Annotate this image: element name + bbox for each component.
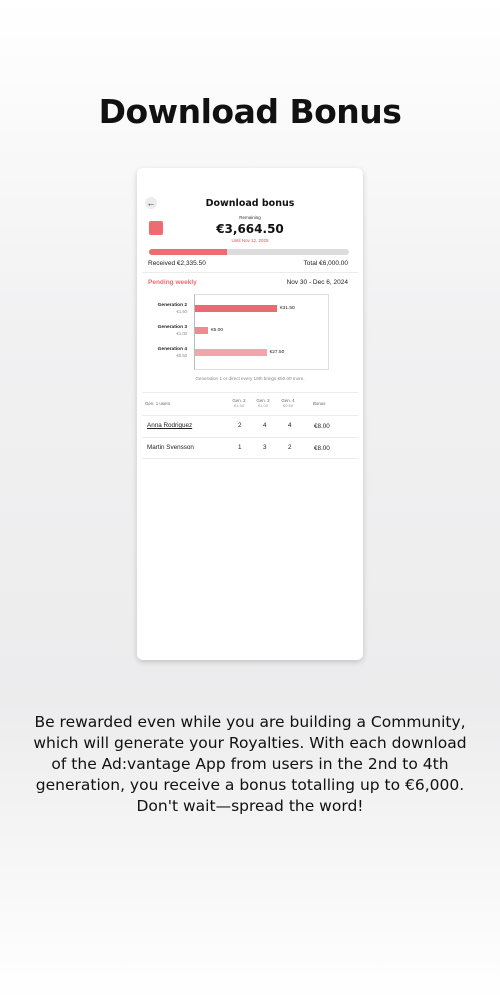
promo-caption: Be rewarded even while you are building a Community, which will generate your Royalties. With each download of the Ad:vantage App from users in the 2nd to 4th generation, you receive a bonus totalling up to €6,000. Don't wait—spread the word! xyxy=(33,713,467,815)
generation-4-label: Generation 4 €0.50 xyxy=(157,347,187,358)
divider xyxy=(142,437,358,438)
users-column-header: Gen. 1 users xyxy=(145,401,171,406)
bonus-footnote: Generation 1 or direct every 19th brings €50.00 more. xyxy=(195,376,305,381)
received-amount: Received €2,335.50 xyxy=(148,260,206,267)
headline: Download Bonus xyxy=(98,92,402,131)
row-gen3-count: 4 xyxy=(263,422,267,429)
user-name-link[interactable]: Martin Svensson xyxy=(147,444,194,451)
row-gen4-count: 4 xyxy=(288,422,292,429)
user-name-link[interactable]: Anna Rodriguez xyxy=(147,422,193,429)
progress-fill xyxy=(149,249,227,255)
bonus-column-header: Bonus xyxy=(313,401,326,406)
generation-4-bar xyxy=(195,349,267,356)
gen4-column-header: Gen. 4 €0.50 xyxy=(281,398,295,408)
remaining-label: Remaining xyxy=(239,215,261,220)
date-range[interactable]: Nov 30 - Dec 6, 2024 xyxy=(286,279,348,286)
app-screen xyxy=(137,168,363,660)
divider xyxy=(142,458,358,459)
generation-3-value: €5.00 xyxy=(211,328,224,333)
generation-3-bar xyxy=(195,327,208,334)
until-date: Until Nov 12, 2025 xyxy=(231,238,269,243)
row-gen2-count: 1 xyxy=(238,444,242,451)
generation-2-bar xyxy=(195,305,277,312)
total-amount: Total €6,000.00 xyxy=(303,260,348,267)
divider xyxy=(142,415,358,416)
row-gen2-count: 2 xyxy=(238,422,242,429)
pending-weekly-label: Pending weekly xyxy=(148,279,197,286)
screen-title: Download bonus xyxy=(205,198,295,209)
generation-2-label: Generation 2 €1.50 xyxy=(157,303,187,314)
row-gen3-count: 3 xyxy=(263,444,267,451)
bonus-progress-bar xyxy=(149,249,349,255)
gen3-column-header: Gen. 3 €1.00 xyxy=(256,398,270,408)
generation-3-label: Generation 3 €1.00 xyxy=(157,325,187,336)
back-arrow-icon[interactable]: ← xyxy=(146,198,156,208)
divider xyxy=(142,272,358,273)
row-gen4-count: 2 xyxy=(288,444,292,451)
row-bonus: €8.00 xyxy=(314,445,330,452)
gen2-column-header: Gen. 2 €1.50 xyxy=(232,398,246,408)
generation-4-value: €27.50 xyxy=(269,350,285,355)
row-bonus: €8.00 xyxy=(314,423,330,430)
remaining-amount: €3,664.50 xyxy=(216,222,284,236)
divider xyxy=(142,392,358,393)
generation-2-value: €31.50 xyxy=(280,306,295,311)
